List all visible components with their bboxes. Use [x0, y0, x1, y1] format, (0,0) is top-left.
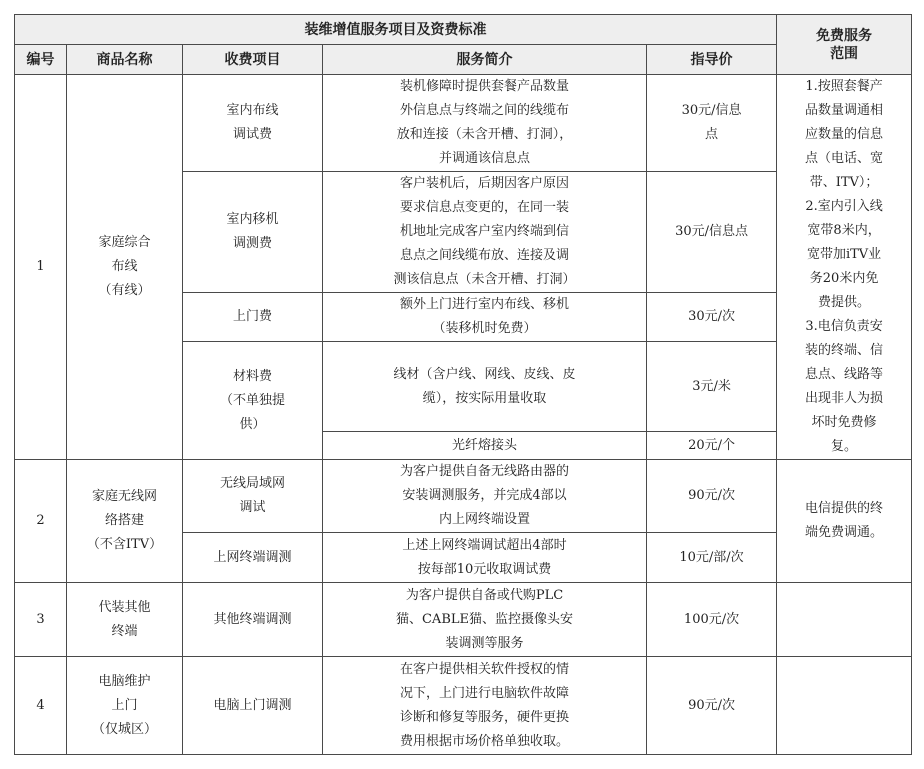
service-description: 装机修障时提供套餐产品数量 外信息点与终端之间的线缆布 放和连接（未含开槽、打洞）， 并调通该信息点	[323, 75, 647, 172]
guide-price: 30元/信息 点	[647, 75, 777, 172]
free-scope-header: 免费服务 范围	[777, 15, 912, 75]
fee-item: 材料费 （不单独提 供）	[183, 342, 323, 460]
product-name: 电脑维护 上门 （仅城区）	[67, 657, 183, 755]
guide-price: 30元/次	[647, 293, 777, 342]
row-no: 1	[15, 75, 67, 460]
product-name: 家庭无线网 络搭建 （不含ITV）	[67, 460, 183, 583]
col-header-fee-item: 收费项目	[183, 45, 323, 75]
fee-item: 室内移机 调测费	[183, 172, 323, 293]
table-row	[15, 75, 912, 172]
service-description: 额外上门进行室内布线、移机 （装移机时免费）	[323, 293, 647, 342]
table-title: 装维增值服务项目及资费标准	[15, 15, 777, 45]
product-name: 代装其他 终端	[67, 583, 183, 657]
guide-price: 20元/个	[647, 432, 777, 460]
col-header-description: 服务简介	[323, 45, 647, 75]
free-scope: 1.按照套餐产 品数量调通相 应数量的信息 点（电话、宽 带、ITV）； 2.室内引入线 宽带8米内， 宽带加iTV业 务20米内免 费提供。 3.电信负责安 装的终端、信 息点、线路等 出现非人为损 坏时免费修 复。	[777, 75, 912, 460]
col-header-price: 指导价	[647, 45, 777, 75]
table-row	[15, 583, 912, 657]
fee-item: 上网终端调测	[183, 533, 323, 583]
col-header-product: 商品名称	[67, 45, 183, 75]
service-description: 为客户提供自备无线路由器的 安装调测服务，并完成4部以 内上网终端设置	[323, 460, 647, 533]
fee-item: 上门费	[183, 293, 323, 342]
free-scope	[777, 583, 912, 657]
service-description: 客户装机后，后期因客户原因 要求信息点变更的，在同一装 机地址完成客户室内终端到信 息点之间线缆布放、连接及调 测该信息点（未含开槽、打洞）	[323, 172, 647, 293]
guide-price: 10元/部/次	[647, 533, 777, 583]
service-fee-table	[14, 14, 912, 755]
guide-price: 30元/信息点	[647, 172, 777, 293]
free-scope: 电信提供的终 端免费调通。	[777, 460, 912, 583]
fee-item: 电脑上门调测	[183, 657, 323, 755]
service-description: 上述上网终端调试超出4部时 按每部10元收取调试费	[323, 533, 647, 583]
guide-price: 3元/米	[647, 342, 777, 432]
fee-item: 其他终端调测	[183, 583, 323, 657]
row-no: 3	[15, 583, 67, 657]
product-name: 家庭综合 布线 （有线）	[67, 75, 183, 460]
service-description: 光纤熔接头	[323, 432, 647, 460]
free-scope	[777, 657, 912, 755]
fee-item: 无线局域网 调试	[183, 460, 323, 533]
guide-price: 100元/次	[647, 583, 777, 657]
row-no: 4	[15, 657, 67, 755]
row-no: 2	[15, 460, 67, 583]
guide-price: 90元/次	[647, 460, 777, 533]
table-row	[15, 657, 912, 755]
fee-item: 室内布线 调试费	[183, 75, 323, 172]
service-description: 为客户提供自备或代购PLC 猫、CABLE猫、监控摄像头安 装调测等服务	[323, 583, 647, 657]
service-description: 在客户提供相关软件授权的情 况下，上门进行电脑软件故障 诊断和修复等服务，硬件更换 费用根据市场价格单独收取。	[323, 657, 647, 755]
col-header-no: 编号	[15, 45, 67, 75]
guide-price: 90元/次	[647, 657, 777, 755]
table-row	[15, 460, 912, 533]
service-description: 线材（含户线、网线、皮线、皮 缆），按实际用量收取	[323, 342, 647, 432]
